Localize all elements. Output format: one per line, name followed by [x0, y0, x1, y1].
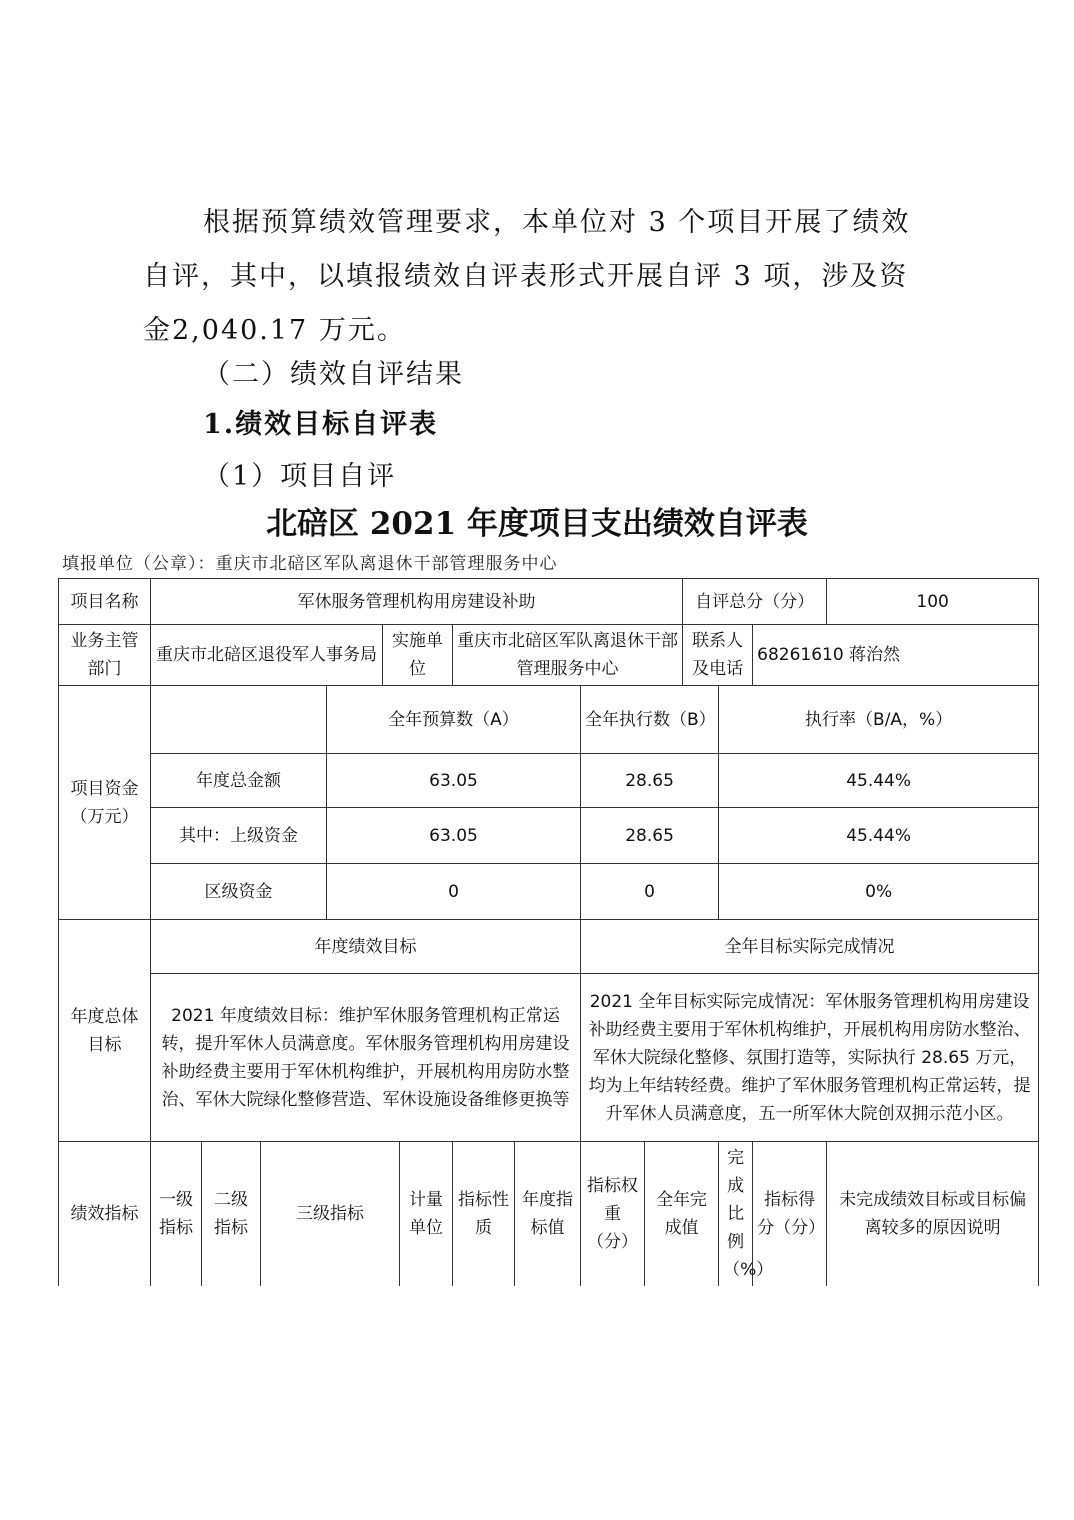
project-name-value: 军休服务管理机构用房建设补助 — [151, 579, 683, 625]
evaluation-table — [58, 578, 1039, 1286]
funds-header-blank — [151, 686, 327, 754]
funds-row-executed: 28.65 — [581, 808, 719, 864]
goals-right-header: 全年目标实际完成情况 — [581, 920, 1039, 974]
row-goals-text — [59, 974, 1039, 1142]
contact-value: 68261610 蒋治然 — [753, 625, 1039, 686]
goals-right-text: 2021 全年目标实际完成情况：军休服务管理机构用房建设补助经费主要用于军休机构维护，开展机构用房防水整治、军休大院绿化整修、氛围打造等，实际执行 28.65 万元，均为上年结转经费。维护了军休服务管理机构正常运转，提升军休人员满意度，五一所军休大院创双拥示范小区。 — [581, 974, 1039, 1142]
funds-header-executed: 全年执行数（B） — [581, 686, 719, 754]
row-project-name — [59, 579, 1039, 625]
funds-row-rate: 45.44% — [719, 808, 1039, 864]
goals-left-text: 2021 年度绩效目标：维护军休服务管理机构正常运转，提升军休人员满意度。军休服务管理机构用房建设补助经费主要用于军休机构维护，开展机构用房防水整治、军休大院绿化整修营造、军休设施设备维修更换等 — [151, 974, 581, 1142]
indicator-header-score: 指标得分（分） — [753, 1142, 827, 1287]
section-heading-results: （二）绩效自评结果 — [203, 359, 464, 390]
dept-label: 业务主管部门 — [59, 625, 151, 686]
indicator-header-level1: 一级指标 — [151, 1142, 202, 1287]
row-goals-header — [59, 920, 1039, 974]
indicator-header-target: 年度指标值 — [515, 1142, 581, 1287]
funds-header-budget: 全年预算数（A） — [327, 686, 581, 754]
row-funds-header — [59, 686, 1039, 754]
funds-row-name: 年度总金额 — [151, 754, 327, 808]
contact-label: 联系人及电话 — [683, 625, 753, 686]
goals-label: 年度总体目标 — [59, 920, 151, 1142]
indicator-header-unit: 计量单位 — [400, 1142, 453, 1287]
score-value: 100 — [827, 579, 1039, 625]
funds-row-name: 其中：上级资金 — [151, 808, 327, 864]
funds-row-budget: 63.05 — [327, 754, 581, 808]
section-heading-project-eval: （1）项目自评 — [203, 461, 397, 492]
indicator-header-actual: 全年完成值 — [645, 1142, 719, 1287]
funds-row-executed: 28.65 — [581, 754, 719, 808]
funds-row-rate: 45.44% — [719, 754, 1039, 808]
dept-value: 重庆市北碚区退役军人事务局 — [151, 625, 383, 686]
row-indicators-header — [59, 1142, 1039, 1287]
indicator-header-level2: 二级指标 — [202, 1142, 261, 1287]
project-name-label: 项目名称 — [59, 579, 151, 625]
indicator-header-weight: 指标权重（分） — [581, 1142, 645, 1287]
indicator-header-level3: 三级指标 — [261, 1142, 400, 1287]
indicator-header-ratio: 完成比例（%） — [719, 1142, 753, 1287]
funds-row-budget: 0 — [327, 864, 581, 920]
table-row — [59, 754, 1039, 808]
funds-row-executed: 0 — [581, 864, 719, 920]
row-departments — [59, 625, 1039, 686]
funds-row-name: 区级资金 — [151, 864, 327, 920]
funds-header-rate: 执行率（B/A，%） — [719, 686, 1039, 754]
reporting-unit: 填报单位（公章）：重庆市北碚区军队离退休干部管理服务中心 — [62, 554, 558, 574]
funds-row-budget: 63.05 — [327, 808, 581, 864]
score-label: 自评总分（分） — [683, 579, 827, 625]
section-heading-goal-table: 1.绩效目标自评表 — [203, 409, 439, 440]
funds-row-rate: 0% — [719, 864, 1039, 920]
table-row — [59, 808, 1039, 864]
table-row — [59, 864, 1039, 920]
impl-value: 重庆市北碚区军队离退休干部管理服务中心 — [453, 625, 683, 686]
goals-left-header: 年度绩效目标 — [151, 920, 581, 974]
form-title: 北碚区 2021 年度项目支出绩效自评表 — [266, 506, 808, 542]
indicators-label: 绩效指标 — [59, 1142, 151, 1287]
indicator-header-nature: 指标性质 — [453, 1142, 515, 1287]
funds-label: 项目资金（万元） — [59, 686, 151, 920]
intro-paragraph: 根据预算绩效管理要求，本单位对 3 个项目开展了绩效自评，其中，以填报绩效自评表形式开展自评 3 项，涉及资金2,040.17 万元。 — [143, 207, 911, 346]
impl-label: 实施单位 — [383, 625, 453, 686]
indicator-header-reason: 未完成绩效目标或目标偏离较多的原因说明 — [827, 1142, 1039, 1287]
